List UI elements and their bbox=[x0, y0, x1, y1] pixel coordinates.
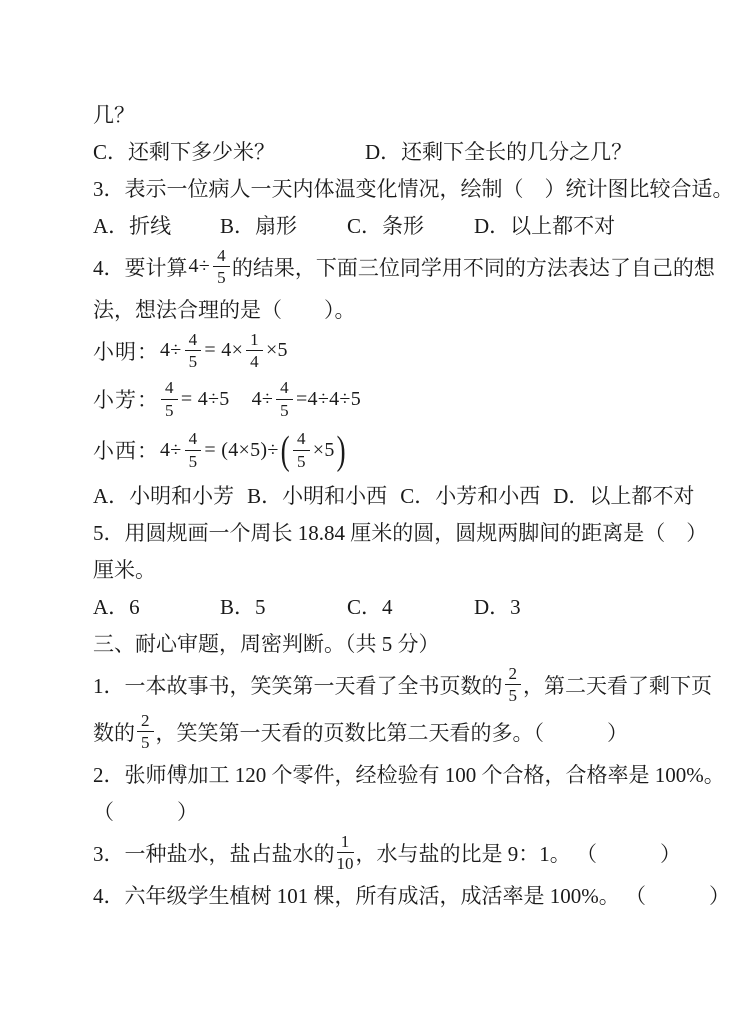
fraction bbox=[185, 429, 202, 470]
q5-stem-line1 bbox=[93, 513, 708, 550]
fraction-denominator: 5 bbox=[296, 451, 306, 471]
q4-xiaofang-line bbox=[93, 374, 700, 424]
q2-tail-text: 几？ bbox=[93, 102, 135, 127]
fraction-denominator: 5 bbox=[188, 451, 198, 471]
q3-option-c: C．条形 bbox=[347, 213, 425, 238]
j4-line bbox=[93, 876, 730, 913]
student-name-xiaofang: 小芳： bbox=[93, 388, 159, 412]
formula-token: 4÷ bbox=[160, 438, 182, 461]
q4-stem-line2-text: 法，想法合理的是（ ）。 bbox=[93, 297, 356, 322]
q4-option-c: C．小芳和小西 bbox=[400, 483, 541, 508]
section3-heading bbox=[93, 624, 700, 661]
student-name-xiaoxi: 小西： bbox=[93, 439, 159, 463]
fraction-numerator: 4 bbox=[213, 246, 230, 267]
q5-options-row bbox=[93, 587, 700, 624]
fraction bbox=[161, 378, 178, 419]
j1-text2: ，第二天看了剩下页 bbox=[523, 673, 712, 698]
q3-option-d: D．以上都不对 bbox=[474, 213, 616, 238]
fraction-denominator: 5 bbox=[280, 400, 289, 420]
fraction-numerator: 2 bbox=[137, 711, 154, 732]
q4-option-d: D．以上都不对 bbox=[553, 483, 695, 508]
fraction-numerator: 4 bbox=[276, 378, 293, 399]
q5-option-c: C．4 bbox=[347, 594, 393, 619]
j4-text1: 4．六年级学生植树 101 棵，所有成活，成活率是 100%。 （ ） bbox=[93, 883, 730, 908]
left-paren: ( bbox=[280, 426, 290, 472]
fraction bbox=[213, 246, 230, 287]
q4-xiaoxi-line bbox=[93, 424, 700, 476]
fraction bbox=[137, 711, 154, 752]
fraction-denominator: 5 bbox=[165, 400, 174, 420]
fraction-denominator: 5 bbox=[141, 733, 150, 752]
fraction-denominator: 5 bbox=[217, 268, 226, 287]
formula-token: = 4× bbox=[204, 339, 244, 361]
formula-token: = 4÷5 bbox=[180, 387, 230, 410]
formula-token: =4÷4÷5 bbox=[295, 387, 362, 410]
j2-answer-blank: （ ） bbox=[93, 799, 198, 824]
formula-token: = (4×5)÷ bbox=[204, 438, 279, 461]
fraction-denominator: 10 bbox=[336, 854, 354, 873]
fraction-numerator: 1 bbox=[246, 330, 263, 351]
q2-option-c: C．还剩下多少米？ bbox=[93, 139, 276, 164]
fraction-denominator: 5 bbox=[188, 352, 198, 371]
fraction-numerator: 4 bbox=[293, 429, 310, 450]
fraction-denominator: 5 bbox=[508, 686, 517, 705]
q5-stem-text1: 5．用圆规画一个周长 18.84 厘米的圆，圆规两脚间的距离是（ ） bbox=[93, 520, 708, 545]
xiaofang-formula bbox=[159, 378, 362, 419]
j3-text1: 3．一种盐水，盐占盐水的 bbox=[93, 841, 335, 866]
fraction bbox=[246, 330, 263, 371]
q2-options-row bbox=[93, 132, 700, 169]
fraction-numerator: 1 bbox=[337, 832, 354, 853]
q3-stem bbox=[93, 169, 734, 206]
section3-heading-text: 三、耐心审题，周密判断。（共 5 分） bbox=[93, 631, 440, 656]
j2-text1: 2．张师傅加工 120 个零件，经检验有 100 个合格，合格率是 100%。 bbox=[93, 762, 725, 787]
q4-option-a: A．小明和小芳 bbox=[93, 483, 235, 508]
formula-token: ×5 bbox=[312, 438, 335, 461]
fraction bbox=[276, 378, 293, 419]
q5-option-b: B．5 bbox=[220, 594, 266, 619]
j1-text1: 1．一本故事书，笑笑第一天看了全书页数的 bbox=[93, 673, 503, 698]
q4-stem-line2 bbox=[93, 290, 700, 327]
q5-option-a: A．6 bbox=[93, 594, 140, 619]
q4-options-row bbox=[93, 476, 700, 513]
fraction-numerator: 4 bbox=[161, 378, 178, 399]
q5-stem-line2 bbox=[93, 550, 700, 587]
q3-stem-text: 3．表示一位病人一天内体温变化情况，绘制（ ）统计图比较合适。 bbox=[93, 176, 734, 201]
fraction-numerator: 2 bbox=[505, 664, 522, 685]
fraction bbox=[185, 330, 202, 371]
fraction bbox=[293, 429, 310, 470]
q4-xiaoming-line bbox=[93, 327, 700, 374]
j3-text2: ，水与盐的比是 9：1。 （ ） bbox=[355, 841, 681, 866]
j2-line1 bbox=[93, 755, 725, 792]
q4-stem-suffix: 的结果，下面三位同学用不同的方法表达了自己的想 bbox=[231, 255, 715, 280]
fraction-numerator: 4 bbox=[185, 330, 202, 351]
j1-line2 bbox=[93, 708, 700, 755]
fraction-denominator: 4 bbox=[250, 352, 259, 371]
q4-stem-line1 bbox=[93, 243, 715, 290]
q3-option-a: A．折线 bbox=[93, 213, 172, 238]
q3-options-row bbox=[93, 206, 700, 243]
q4-stem-expression bbox=[188, 246, 232, 287]
q5-stem-text2: 厘米。 bbox=[93, 557, 156, 582]
q3-option-b: B．扇形 bbox=[220, 213, 298, 238]
q2-option-d: D．还剩下全长的几分之几？ bbox=[365, 139, 633, 164]
q4-stem-prefix: 4．要计算 bbox=[93, 255, 188, 280]
q4-option-b: B．小明和小西 bbox=[247, 483, 388, 508]
q2-tail-line bbox=[93, 95, 700, 132]
right-paren: ) bbox=[336, 426, 346, 472]
q5-option-d: D．3 bbox=[474, 594, 521, 619]
j2-line2 bbox=[93, 792, 700, 829]
fraction-numerator: 4 bbox=[185, 429, 202, 450]
j1-text4: ，笑笑第一天看的页数比第二天看的多。（ ） bbox=[155, 720, 628, 745]
xiaoxi-formula bbox=[159, 426, 347, 472]
formula-token: 4÷ bbox=[251, 387, 274, 410]
fraction bbox=[505, 664, 522, 705]
q4-expr-text: 4÷ bbox=[188, 255, 211, 277]
fraction bbox=[337, 832, 354, 873]
j3-line bbox=[93, 829, 700, 876]
xiaoming-formula bbox=[159, 330, 289, 371]
formula-token: ×5 bbox=[265, 339, 288, 361]
formula-token: 4÷ bbox=[160, 339, 182, 361]
j1-line1 bbox=[93, 661, 712, 708]
student-name-xiaoming: 小明： bbox=[93, 339, 159, 364]
j1-text3: 数的 bbox=[93, 720, 135, 745]
